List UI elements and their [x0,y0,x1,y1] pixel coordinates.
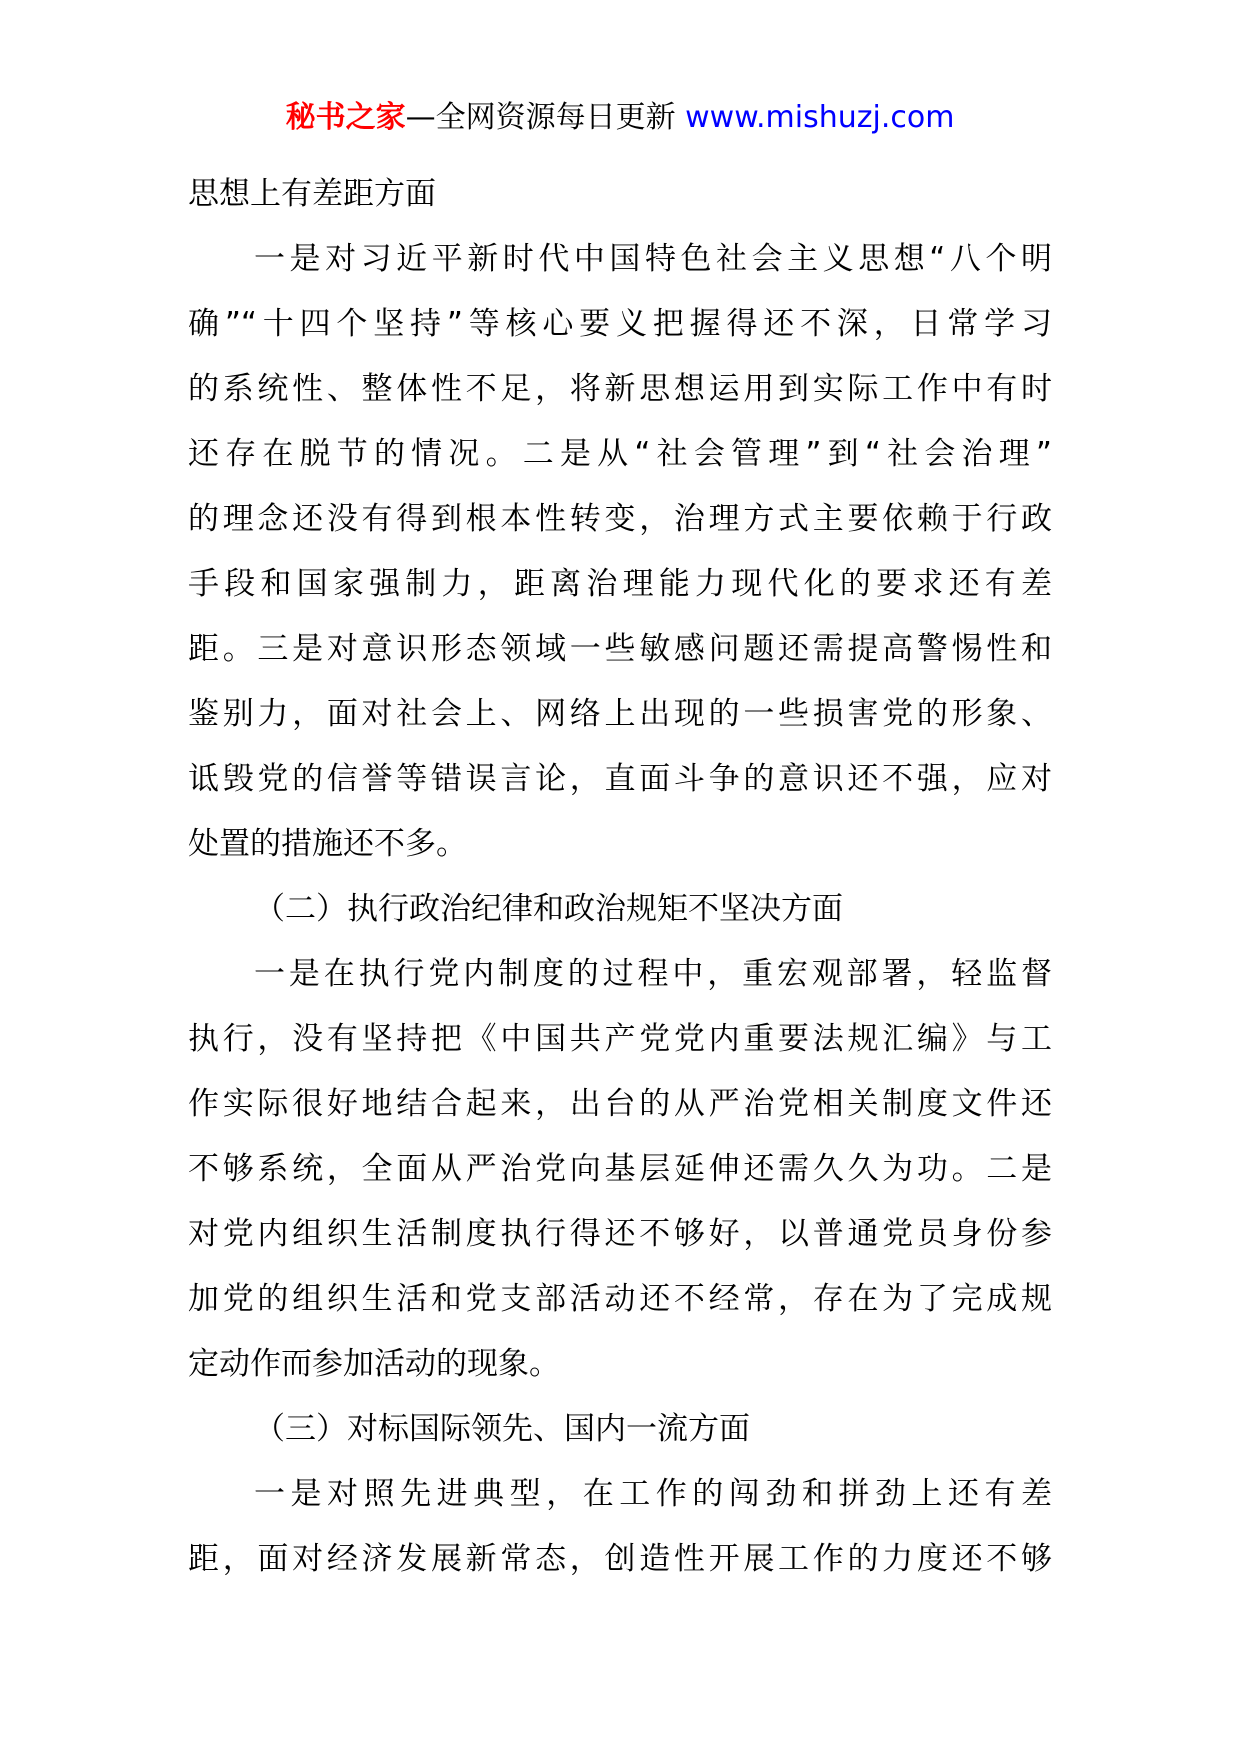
paragraph-line: 确”“十四个坚持”等核心要义把握得还不深，日常学习 [188,306,1052,342]
paragraph-line: 作实际很好地结合起来，出台的从严治党相关制度文件还 [188,1086,1052,1122]
paragraph-line: 加党的组织生活和党支部活动还不经常，存在为了完成规 [188,1281,1052,1317]
paragraph-line: 一是对习近平新时代中国特色社会主义思想“八个明 [254,241,1052,277]
paragraph-line: 还存在脱节的情况。二是从“社会管理”到“社会治理” [188,436,1052,472]
paragraph-line: 距，面对经济发展新常态，创造性开展工作的力度还不够 [188,1541,1052,1577]
paragraph-line: 距。三是对意识形态领域一些敏感问题还需提高警惕性和 [188,631,1052,667]
paragraph-line: 不够系统，全面从严治党向基层延伸还需久久为功。二是 [188,1151,1052,1187]
paragraph-line: 手段和国家强制力，距离治理能力现代化的要求还有差 [188,566,1052,602]
section-heading-2: （二）执行政治纪律和政治规矩不坚决方面 [254,891,843,927]
site-header [0,96,1240,140]
paragraph-line: 处置的措施还不多。 [188,826,467,862]
document-body [188,162,1052,1592]
paragraph-line: 对党内组织生活制度执行得还不够好，以普通党员身份参 [188,1216,1052,1252]
paragraph-line: 一是在执行党内制度的过程中，重宏观部署，轻监督 [254,956,1052,992]
section-heading-fragment: 思想上有差距方面 [188,176,436,212]
section-heading-3: （三）对标国际领先、国内一流方面 [254,1411,750,1447]
site-brand: 秘书之家 [285,100,406,135]
paragraph-line: 执行，没有坚持把《中国共产党党内重要法规汇编》与工 [188,1021,1052,1057]
paragraph-line: 定动作而参加活动的现象。 [188,1346,560,1382]
paragraph-line: 诋毁党的信誉等错误言论，直面斗争的意识还不强，应对 [188,761,1052,797]
paragraph-line: 的理念还没有得到根本性转变，治理方式主要依赖于行政 [188,501,1052,537]
site-tagline: —全网资源每日更新 [405,100,676,135]
paragraph-line: 一是对照先进典型，在工作的闯劲和拼劲上还有差 [254,1476,1052,1512]
site-url-link[interactable]: www.mishuzj.com [685,100,955,135]
paragraph-line: 的系统性、整体性不足，将新思想运用到实际工作中有时 [188,371,1052,407]
paragraph-line: 鉴别力，面对社会上、网络上出现的一些损害党的形象、 [188,696,1052,732]
